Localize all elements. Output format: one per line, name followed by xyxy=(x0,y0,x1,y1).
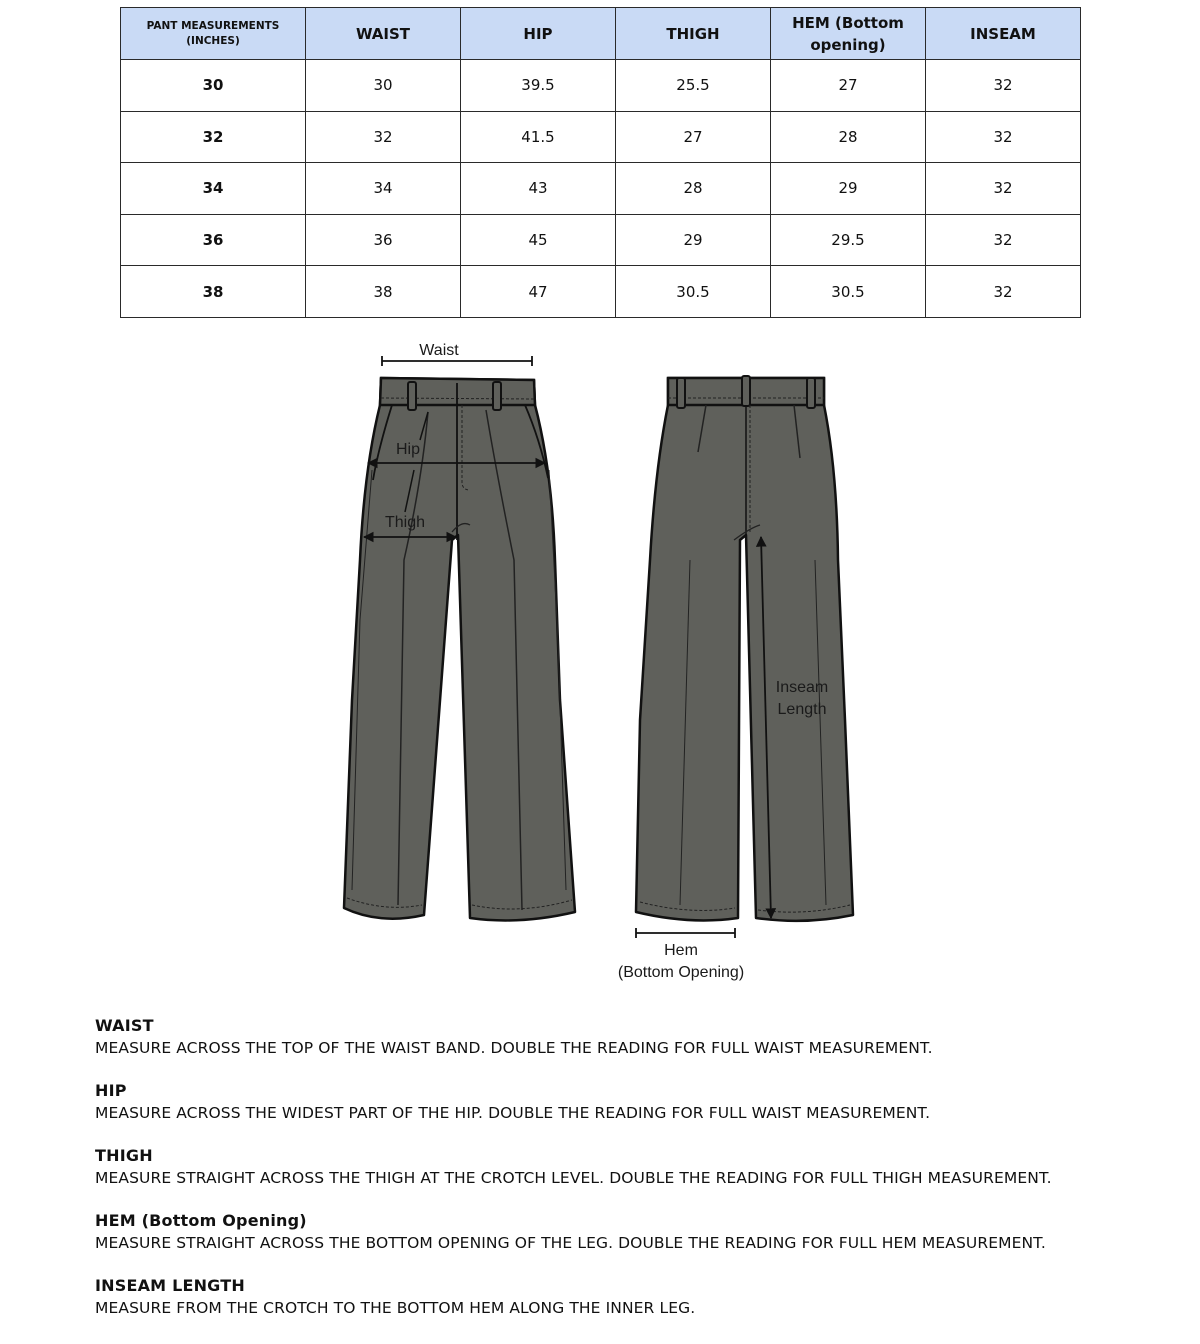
hem-label-line2: (Bottom Opening) xyxy=(617,964,745,981)
instruction-inseam xyxy=(95,1275,1175,1319)
front-pants-icon xyxy=(344,356,575,920)
header-waist: WAIST xyxy=(306,8,461,60)
back-pants-icon xyxy=(636,376,853,938)
hip-cell: 39.5 xyxy=(461,60,616,112)
waist-cell: 36 xyxy=(306,214,461,266)
hem-label-line1: Hem xyxy=(664,942,698,959)
hem-cell: 30.5 xyxy=(771,266,926,318)
inseam-cell: 32 xyxy=(926,163,1081,215)
hem-cell: 27 xyxy=(771,60,926,112)
instruction-waist xyxy=(95,1015,1175,1059)
inseam-label-line1: Inseam xyxy=(775,679,829,696)
thigh-cell: 30.5 xyxy=(616,266,771,318)
waist-cell: 38 xyxy=(306,266,461,318)
table-row xyxy=(121,163,1081,215)
size-cell: 38 xyxy=(121,266,306,318)
header-pant-measurements-line1: PANT MEASUREMENTS xyxy=(146,19,280,32)
hem-measure-line xyxy=(636,928,735,938)
instruction-title: HEM (Bottom Opening) xyxy=(95,1211,307,1230)
header-pant-measurements xyxy=(121,8,306,60)
waist-label: Waist xyxy=(419,342,459,359)
header-hem-line1: HEM (Bottom xyxy=(792,13,904,32)
header-hip: HIP xyxy=(461,8,616,60)
thigh-cell: 29 xyxy=(616,214,771,266)
thigh-cell: 27 xyxy=(616,111,771,163)
thigh-label: Thigh xyxy=(384,514,426,531)
instruction-title: HIP xyxy=(95,1081,127,1100)
instruction-text: MEASURE ACROSS THE TOP OF THE WAIST BAND. DOUBLE THE READING FOR FULL WAIST MEASUREMENT. xyxy=(95,1039,933,1057)
size-chart-table xyxy=(120,7,1081,318)
inseam-cell: 32 xyxy=(926,214,1081,266)
inseam-cell: 32 xyxy=(926,266,1081,318)
inseam-cell: 32 xyxy=(926,60,1081,112)
thigh-cell: 25.5 xyxy=(616,60,771,112)
measurement-diagram xyxy=(0,330,1200,1000)
hip-label: Hip xyxy=(395,441,420,458)
table-row xyxy=(121,214,1081,266)
instruction-title: WAIST xyxy=(95,1016,154,1035)
waist-cell: 30 xyxy=(306,60,461,112)
header-inseam: INSEAM xyxy=(926,8,1081,60)
inseam-label xyxy=(762,677,842,721)
hem-cell: 29.5 xyxy=(771,214,926,266)
instruction-text: MEASURE ACROSS THE WIDEST PART OF THE HIP. DOUBLE THE READING FOR FULL WAIST MEASUREMENT. xyxy=(95,1104,931,1122)
waist-cell: 32 xyxy=(306,111,461,163)
table-header-row xyxy=(121,8,1081,60)
hem-cell: 28 xyxy=(771,111,926,163)
size-cell: 32 xyxy=(121,111,306,163)
instruction-hip xyxy=(95,1080,1175,1124)
instruction-title: INSEAM LENGTH xyxy=(95,1276,245,1295)
size-cell: 36 xyxy=(121,214,306,266)
instruction-hem xyxy=(95,1210,1175,1254)
hem-cell: 29 xyxy=(771,163,926,215)
header-hem xyxy=(771,8,926,60)
pants-illustration xyxy=(0,330,1200,1000)
hip-cell: 43 xyxy=(461,163,616,215)
instruction-title: THIGH xyxy=(95,1146,153,1165)
hem-label xyxy=(600,940,762,984)
hip-cell: 47 xyxy=(461,266,616,318)
hip-cell: 41.5 xyxy=(461,111,616,163)
thigh-cell: 28 xyxy=(616,163,771,215)
table-row xyxy=(121,111,1081,163)
hip-cell: 45 xyxy=(461,214,616,266)
measurement-instructions xyxy=(95,1015,1175,1340)
instruction-thigh xyxy=(95,1145,1175,1189)
size-cell: 34 xyxy=(121,163,306,215)
inseam-label-line2: Length xyxy=(777,701,827,718)
header-thigh: THIGH xyxy=(616,8,771,60)
instruction-text: MEASURE STRAIGHT ACROSS THE BOTTOM OPENING OF THE LEG. DOUBLE THE READING FOR FULL HEM MEASUREMENT. xyxy=(95,1234,1046,1252)
header-hem-line2: opening) xyxy=(810,35,886,54)
table-row xyxy=(121,266,1081,318)
size-cell: 30 xyxy=(121,60,306,112)
instruction-text: MEASURE FROM THE CROTCH TO THE BOTTOM HEM ALONG THE INNER LEG. xyxy=(95,1299,696,1317)
header-pant-measurements-line2: (INCHES) xyxy=(186,34,240,47)
instruction-text: MEASURE STRAIGHT ACROSS THE THIGH AT THE CROTCH LEVEL. DOUBLE THE READING FOR FULL THIGH MEASUREMENT. xyxy=(95,1169,1052,1187)
inseam-cell: 32 xyxy=(926,111,1081,163)
table-row xyxy=(121,60,1081,112)
waist-cell: 34 xyxy=(306,163,461,215)
